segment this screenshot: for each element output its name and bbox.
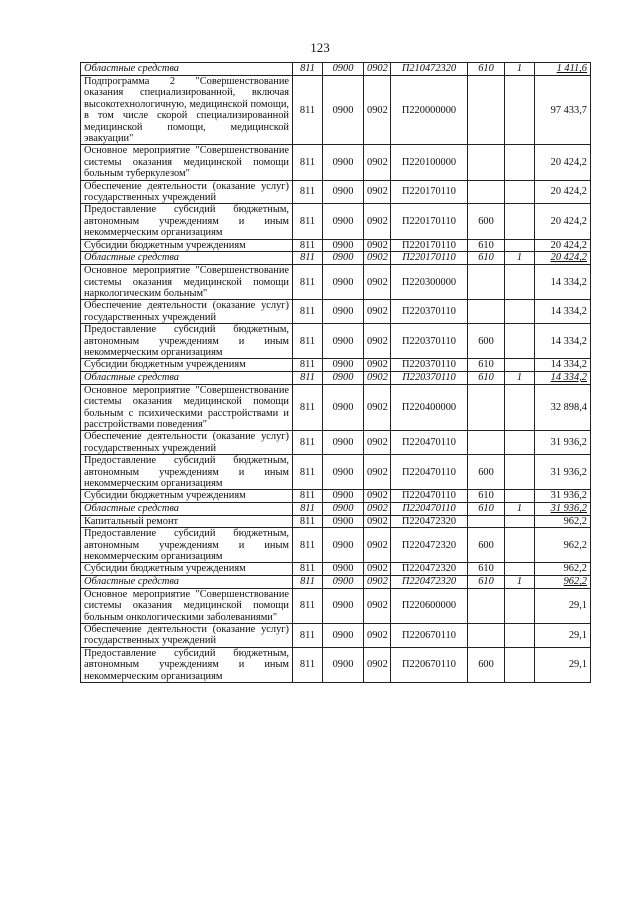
fund-source-cell [505,384,535,431]
section-code-cell: 0900 [323,63,364,76]
amount-cell: 20 424,2 [535,145,591,180]
budget-row [81,647,591,682]
subsection-code-cell: 0902 [364,76,391,145]
budget-row [81,624,591,648]
section-code-cell: 0900 [323,384,364,431]
amount-cell: 29,1 [535,647,591,682]
amount-cell: 14 334,2 [535,359,591,371]
ministry-code-cell: 811 [293,371,323,384]
fund-source-cell [505,300,535,324]
amount-cell: 962,2 [535,515,591,527]
target-article-cell: П220370110 [391,324,468,359]
expense-type-cell: 610 [468,239,505,251]
ministry-code-cell: 811 [293,324,323,359]
row-description: Субсидии бюджетным учреждениям [81,239,293,251]
expense-type-cell: 610 [468,563,505,575]
budget-row [81,431,591,455]
expense-type-cell [468,515,505,527]
expense-type-cell: 610 [468,371,505,384]
subsection-code-cell: 0902 [364,145,391,180]
expense-type-cell: 600 [468,324,505,359]
subsection-code-cell: 0902 [364,490,391,502]
section-code-cell: 0900 [323,204,364,239]
fund-source-cell [505,455,535,490]
section-code-cell: 0900 [323,515,364,527]
section-code-cell: 0900 [323,490,364,502]
expense-type-cell: 610 [468,575,505,588]
fund-source-cell: 1 [505,252,535,265]
ministry-code-cell: 811 [293,575,323,588]
amount-cell: 14 334,2 [535,265,591,300]
row-description: Субсидии бюджетным учреждениям [81,490,293,502]
fund-source-cell: 1 [505,575,535,588]
target-article-cell: П220472320 [391,515,468,527]
section-code-cell: 0900 [323,647,364,682]
budget-table [80,62,591,683]
budget-table-body [81,63,591,683]
budget-row [81,239,591,251]
ministry-code-cell: 811 [293,204,323,239]
section-code-cell: 0900 [323,575,364,588]
fund-source-row [81,575,591,588]
row-description: Областные средства [81,63,293,76]
row-description: Основное мероприятие "Совершенствование системы оказания медицинской помощи наркологическим больным" [81,265,293,300]
ministry-code-cell: 811 [293,76,323,145]
ministry-code-cell: 811 [293,528,323,563]
amount-cell: 962,2 [535,575,591,588]
subsection-code-cell: 0902 [364,515,391,527]
amount-cell: 29,1 [535,588,591,623]
subsection-code-cell: 0902 [364,575,391,588]
section-code-cell: 0900 [323,180,364,204]
budget-row [81,324,591,359]
fund-source-cell [505,528,535,563]
fund-source-cell [505,265,535,300]
section-code-cell: 0900 [323,265,364,300]
amount-cell: 20 424,2 [535,252,591,265]
expense-type-cell: 600 [468,204,505,239]
target-article-cell: П220170110 [391,180,468,204]
amount-cell: 20 424,2 [535,239,591,251]
budget-row [81,359,591,371]
row-description: Капитальный ремонт [81,515,293,527]
ministry-code-cell: 811 [293,563,323,575]
section-code-cell: 0900 [323,239,364,251]
row-description: Основное мероприятие "Совершенствование системы оказания медицинской помощи больным онкологическими заболеваниями" [81,588,293,623]
row-description: Предоставление субсидий бюджетным, автономным учреждениям и иным некоммерческим организациям [81,647,293,682]
budget-row [81,455,591,490]
ministry-code-cell: 811 [293,145,323,180]
target-article-cell: П220472320 [391,563,468,575]
expense-type-cell: 610 [468,502,505,515]
subsection-code-cell: 0902 [364,647,391,682]
budget-row [81,490,591,502]
expense-type-cell [468,145,505,180]
target-article-cell: П220472320 [391,528,468,563]
row-description: Предоставление субсидий бюджетным, автономным учреждениям и иным некоммерческим организациям [81,455,293,490]
fund-source-row [81,63,591,76]
amount-cell: 29,1 [535,624,591,648]
subsection-code-cell: 0902 [364,239,391,251]
subsection-code-cell: 0902 [364,324,391,359]
subsection-code-cell: 0902 [364,528,391,563]
section-code-cell: 0900 [323,371,364,384]
fund-source-row [81,252,591,265]
row-description: Субсидии бюджетным учреждениям [81,359,293,371]
subsection-code-cell: 0902 [364,359,391,371]
budget-row [81,563,591,575]
expense-type-cell: 600 [468,455,505,490]
section-code-cell: 0900 [323,359,364,371]
target-article-cell: П220470110 [391,431,468,455]
target-article-cell: П220170110 [391,204,468,239]
subsection-code-cell: 0902 [364,455,391,490]
target-article-cell: П220170110 [391,239,468,251]
section-code-cell: 0900 [323,252,364,265]
subsection-code-cell: 0902 [364,63,391,76]
target-article-cell: П220472320 [391,575,468,588]
section-code-cell: 0900 [323,145,364,180]
section-code-cell: 0900 [323,76,364,145]
amount-cell: 20 424,2 [535,204,591,239]
section-code-cell: 0900 [323,455,364,490]
fund-source-cell [505,490,535,502]
fund-source-cell [505,431,535,455]
ministry-code-cell: 811 [293,515,323,527]
expense-type-cell: 610 [468,359,505,371]
target-article-cell: П210472320 [391,63,468,76]
ministry-code-cell: 811 [293,502,323,515]
target-article-cell: П220670110 [391,647,468,682]
subsection-code-cell: 0902 [364,431,391,455]
row-description: Предоставление субсидий бюджетным, автономным учреждениям и иным некоммерческим организациям [81,324,293,359]
amount-cell: 31 936,2 [535,490,591,502]
ministry-code-cell: 811 [293,265,323,300]
fund-source-cell [505,239,535,251]
target-article-cell: П220100000 [391,145,468,180]
target-article-cell: П220470110 [391,502,468,515]
subsection-code-cell: 0902 [364,502,391,515]
ministry-code-cell: 811 [293,252,323,265]
target-article-cell: П220670110 [391,624,468,648]
fund-source-cell [505,588,535,623]
section-code-cell: 0900 [323,502,364,515]
amount-cell: 14 334,2 [535,371,591,384]
ministry-code-cell: 811 [293,490,323,502]
expense-type-cell [468,76,505,145]
section-code-cell: 0900 [323,300,364,324]
target-article-cell: П220170110 [391,252,468,265]
row-description: Обеспечение деятельности (оказание услуг) государственных учреждений [81,431,293,455]
section-code-cell: 0900 [323,324,364,359]
budget-row [81,300,591,324]
fund-source-row [81,502,591,515]
subsection-code-cell: 0902 [364,624,391,648]
ministry-code-cell: 811 [293,359,323,371]
fund-source-cell [505,624,535,648]
expense-type-cell: 610 [468,63,505,76]
target-article-cell: П220400000 [391,384,468,431]
fund-source-cell [505,324,535,359]
subsection-code-cell: 0902 [364,563,391,575]
amount-cell: 20 424,2 [535,180,591,204]
fund-source-cell: 1 [505,502,535,515]
ministry-code-cell: 811 [293,624,323,648]
budget-row [81,180,591,204]
page-number: 123 [310,40,330,55]
subsection-code-cell: 0902 [364,180,391,204]
ministry-code-cell: 811 [293,180,323,204]
budget-row [81,265,591,300]
row-description: Основное мероприятие "Совершенствование системы оказания медицинской помощи больным туберкулезом" [81,145,293,180]
amount-cell: 31 936,2 [535,431,591,455]
fund-source-cell: 1 [505,371,535,384]
fund-source-cell [505,180,535,204]
expense-type-cell: 600 [468,647,505,682]
row-description: Обеспечение деятельности (оказание услуг) государственных учреждений [81,180,293,204]
section-code-cell: 0900 [323,624,364,648]
row-description: Областные средства [81,252,293,265]
expense-type-cell: 610 [468,252,505,265]
fund-source-cell [505,359,535,371]
ministry-code-cell: 811 [293,384,323,431]
subsection-code-cell: 0902 [364,384,391,431]
budget-row [81,384,591,431]
target-article-cell: П220470110 [391,455,468,490]
expense-type-cell [468,265,505,300]
row-description: Обеспечение деятельности (оказание услуг) государственных учреждений [81,624,293,648]
row-description: Областные средства [81,371,293,384]
row-description: Областные средства [81,502,293,515]
target-article-cell: П220370110 [391,359,468,371]
ministry-code-cell: 811 [293,588,323,623]
expense-type-cell [468,180,505,204]
subsection-code-cell: 0902 [364,265,391,300]
expense-type-cell [468,384,505,431]
budget-row [81,515,591,527]
expense-type-cell [468,431,505,455]
fund-source-cell [505,145,535,180]
expense-type-cell [468,624,505,648]
amount-cell: 97 433,7 [535,76,591,145]
amount-cell: 1 411,6 [535,63,591,76]
section-code-cell: 0900 [323,528,364,563]
ministry-code-cell: 811 [293,63,323,76]
fund-source-cell [505,76,535,145]
amount-cell: 962,2 [535,563,591,575]
amount-cell: 31 936,2 [535,455,591,490]
row-description: Обеспечение деятельности (оказание услуг) государственных учреждений [81,300,293,324]
budget-row [81,204,591,239]
budget-row [81,528,591,563]
amount-cell: 32 898,4 [535,384,591,431]
row-description: Областные средства [81,575,293,588]
row-description: Подпрограмма 2 "Совершенствование оказания специализированной, включая высокотехнологичную, медицинской помощи, в том числе скорой специализированной медицинской помощи, медицинской эвакуации" [81,76,293,145]
ministry-code-cell: 811 [293,239,323,251]
subsection-code-cell: 0902 [364,252,391,265]
ministry-code-cell: 811 [293,431,323,455]
row-description: Субсидии бюджетным учреждениям [81,563,293,575]
expense-type-cell [468,300,505,324]
row-description: Предоставление субсидий бюджетным, автономным учреждениям и иным некоммерческим организациям [81,204,293,239]
row-description: Предоставление субсидий бюджетным, автономным учреждениям и иным некоммерческим организациям [81,528,293,563]
subsection-code-cell: 0902 [364,300,391,324]
fund-source-cell [505,515,535,527]
subsection-code-cell: 0902 [364,588,391,623]
amount-cell: 31 936,2 [535,502,591,515]
target-article-cell: П220300000 [391,265,468,300]
target-article-cell: П220000000 [391,76,468,145]
budget-row [81,588,591,623]
amount-cell: 962,2 [535,528,591,563]
expense-type-cell: 610 [468,490,505,502]
amount-cell: 14 334,2 [535,300,591,324]
ministry-code-cell: 811 [293,300,323,324]
fund-source-cell [505,647,535,682]
expense-type-cell [468,588,505,623]
section-code-cell: 0900 [323,431,364,455]
subsection-code-cell: 0902 [364,371,391,384]
target-article-cell: П220470110 [391,490,468,502]
ministry-code-cell: 811 [293,647,323,682]
row-description: Основное мероприятие "Совершенствование системы оказания медицинской помощи больным с психическими расстройствами и расстройствами поведения" [81,384,293,431]
budget-row [81,145,591,180]
amount-cell: 14 334,2 [535,324,591,359]
section-code-cell: 0900 [323,588,364,623]
target-article-cell: П220600000 [391,588,468,623]
ministry-code-cell: 811 [293,455,323,490]
subsection-code-cell: 0902 [364,204,391,239]
fund-source-cell [505,563,535,575]
fund-source-row [81,371,591,384]
fund-source-cell: 1 [505,63,535,76]
budget-row [81,76,591,145]
expense-type-cell: 600 [468,528,505,563]
target-article-cell: П220370110 [391,371,468,384]
fund-source-cell [505,204,535,239]
section-code-cell: 0900 [323,563,364,575]
target-article-cell: П220370110 [391,300,468,324]
